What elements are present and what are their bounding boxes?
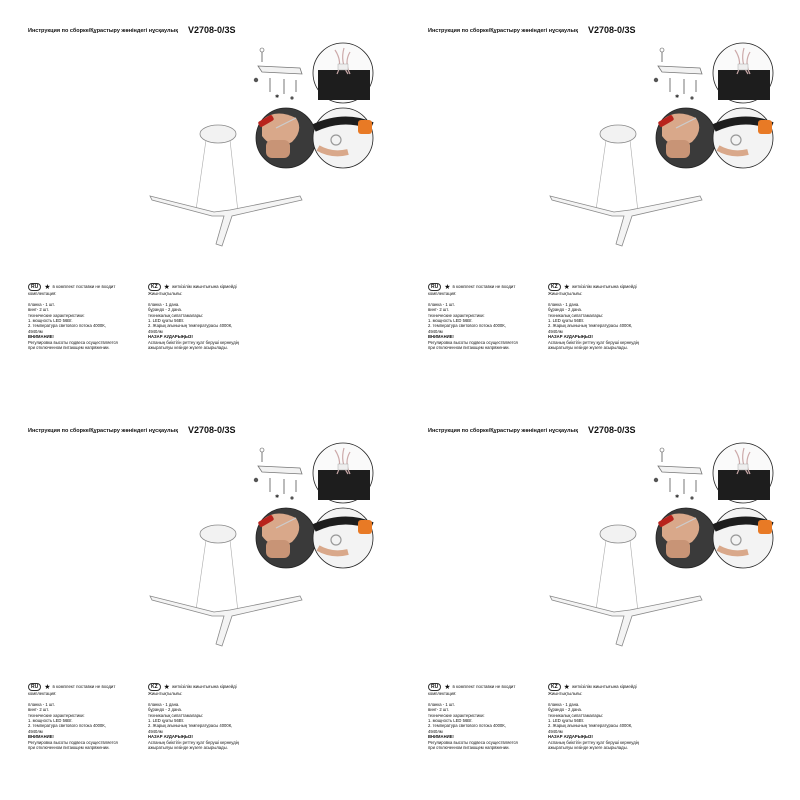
ru-text-line: ВНИМАНИЕ!: [428, 334, 454, 340]
ru-text-line: 4940лм: [428, 728, 443, 734]
kz-header-text: жеткізілім жиынтығына кірмейді: [571, 284, 637, 289]
photo-connection: [713, 108, 773, 168]
model-number: V2708-0/3S: [588, 25, 636, 35]
ru-header: [428, 283, 546, 291]
photo-wiring: [313, 443, 373, 503]
kz-text-line: Аспаның биіктігін реттеу қуат беруші кернеудің: [548, 739, 639, 745]
instruction-sheet: [400, 0, 800, 400]
kz-text-line: Жиынтықтылығы:: [548, 691, 583, 696]
photo-connection: [313, 108, 373, 168]
ru-text-line: 2. температура светового потока 4000К,: [428, 723, 506, 729]
ru-text-line: 1. мощность LED 56Вт.: [28, 318, 73, 324]
ru-text-line: 2. температура светового потока 4000К,: [28, 323, 106, 329]
ru-text-line: комплектация:: [428, 691, 457, 696]
ru-text-line: технические характеристики:: [28, 312, 85, 318]
ru-lines: [28, 291, 146, 350]
kz-text-line: 2. Жарық ағынының температурасы 4000К,: [548, 323, 633, 329]
kz-text-line: Жиынтықтылығы:: [148, 691, 183, 696]
kz-text-line: бұрандо - 2 дана.: [148, 307, 183, 313]
ru-header-text: в комплект поставки не входит: [452, 684, 516, 689]
kz-badge-icon: KZ: [148, 283, 161, 291]
model-number: V2708-0/3S: [188, 25, 236, 35]
photo-connection: [313, 508, 373, 568]
ru-text-line: ВНИМАНИЕ!: [28, 334, 54, 340]
kz-section: [148, 683, 266, 750]
star-icon: ★: [563, 284, 570, 291]
ru-text-line: Регулировка высоты подвеса осуществляется: [428, 339, 518, 345]
kz-text-line: 4940лм: [548, 328, 563, 334]
mounting-diagram: [654, 448, 702, 500]
kz-lines: [148, 291, 266, 350]
kz-text-line: НАЗАР АУДАРЫҢЫЗ!: [148, 734, 193, 740]
kz-text-line: Аспаның биіктігін реттеу қуат беруші кернеудің: [148, 339, 239, 345]
ru-lines: [428, 691, 546, 750]
kz-text-line: техникалық сипаттамалары:: [548, 312, 604, 318]
kz-text-line: 2. Жарық ағынының температурасы 4000К,: [148, 323, 233, 329]
kz-text-line: ажыратылуы кезінде жүзеге асырылады.: [148, 745, 228, 751]
kz-section: [548, 283, 666, 350]
ru-text-line: 2. температура светового потока 4000К,: [28, 723, 106, 729]
ru-lines: [428, 291, 546, 350]
ru-header-text: в комплект поставки не входит: [52, 284, 116, 289]
ru-text-line: винт- 2 шт.: [28, 307, 49, 313]
photo-wiring: [713, 443, 773, 503]
kz-text-line: планка - 1 дана.: [148, 301, 180, 307]
kz-text-line: 4940лм: [148, 728, 163, 734]
ru-text-line: комплектация:: [28, 291, 57, 296]
ru-text-line: винт- 2 шт.: [428, 307, 449, 313]
instruction-sheet: [0, 0, 400, 400]
kz-text-line: ажыратылуы кезінде жүзеге асырылады.: [148, 345, 228, 351]
kz-text-line: ажыратылуы кезінде жүзеге асырылады.: [548, 345, 628, 351]
sheet-title: Инструкция по сборке/Құрастыру жөніндегі нұсқаулық: [28, 28, 178, 34]
sheet-title: Инструкция по сборке/Құрастыру жөніндегі нұсқаулық: [428, 428, 578, 434]
ru-text-line: Регулировка высоты подвеса осуществляется: [28, 739, 118, 745]
ru-section: [428, 683, 546, 750]
ru-badge-icon: RU: [428, 683, 441, 691]
ru-text-line: планка - 1 шт.: [428, 301, 455, 307]
ru-header-text: в комплект поставки не входит: [52, 684, 116, 689]
kz-text-line: техникалық сипаттамалары:: [148, 312, 204, 318]
kz-header: [148, 283, 266, 291]
kz-text-line: 4940лм: [148, 328, 163, 334]
ru-header: [428, 683, 546, 691]
ru-text-line: планка - 1 шт.: [428, 701, 455, 707]
ru-text-line: планка - 1 шт.: [28, 301, 55, 307]
ru-header-text: в комплект поставки не входит: [452, 284, 516, 289]
photo-screwdriver: [256, 108, 316, 168]
star-icon: ★: [44, 684, 51, 691]
kz-header-text: жеткізілім жиынтығына кірмейді: [571, 684, 637, 689]
kz-text-line: ажыратылуы кезінде жүзеге асырылады.: [548, 745, 628, 751]
ru-lines: [28, 691, 146, 750]
ru-text-line: планка - 1 шт.: [28, 701, 55, 707]
ru-text-line: технические характеристики:: [428, 312, 485, 318]
photo-connection: [713, 508, 773, 568]
mounting-diagram: [254, 448, 302, 500]
kz-text-line: 4940лм: [548, 728, 563, 734]
kz-text-line: планка - 1 дана.: [548, 301, 580, 307]
svg-text:✱: ✱: [675, 94, 680, 100]
ru-text-line: Регулировка высоты подвеса осуществляется: [428, 739, 518, 745]
ru-text-line: 4940лм: [428, 328, 443, 334]
kz-header-text: жеткізілім жиынтығына кірмейді: [171, 684, 237, 689]
star-icon: ★: [163, 284, 170, 291]
kz-badge-icon: KZ: [548, 283, 561, 291]
ru-text-line: 1. мощность LED 56Вт.: [28, 718, 73, 724]
ru-text-line: 1. мощность LED 56Вт.: [428, 718, 473, 724]
ru-section: [428, 283, 546, 350]
photo-screwdriver: [656, 508, 716, 568]
ru-text-line: технические характеристики:: [428, 712, 485, 718]
ru-text-line: комплектация:: [28, 691, 57, 696]
kz-text-line: Жиынтықтылығы:: [148, 291, 183, 296]
ru-text-line: при отключенном питающем напряжении.: [428, 745, 510, 751]
ru-text-line: 4940лм: [28, 328, 43, 334]
ru-badge-icon: RU: [428, 283, 441, 291]
sheet-title: Инструкция по сборке/Құрастыру жөніндегі нұсқаулық: [28, 428, 178, 434]
svg-text:✱: ✱: [675, 494, 680, 500]
star-icon: ★: [444, 684, 451, 691]
photo-screwdriver: [656, 108, 716, 168]
kz-text-line: Жиынтықтылығы:: [548, 291, 583, 296]
kz-header: [548, 283, 666, 291]
ru-text-line: технические характеристики:: [28, 712, 85, 718]
kz-text-line: 2. Жарық ағынының температурасы 4000К,: [548, 723, 633, 729]
star-icon: ★: [563, 684, 570, 691]
ru-text-line: 1. мощность LED 56Вт.: [428, 318, 473, 324]
kz-text-line: 1. LED қуаты 56Вт.: [548, 318, 585, 324]
ru-header: [28, 683, 146, 691]
kz-text-line: бұрандо - 2 дана.: [148, 707, 183, 713]
kz-text-line: 1. LED қуаты 56Вт.: [548, 718, 585, 724]
kz-text-line: техникалық сипаттамалары:: [548, 712, 604, 718]
ru-text-line: ВНИМАНИЕ!: [28, 734, 54, 740]
star-icon: ★: [444, 284, 451, 291]
photo-wiring: [713, 43, 773, 103]
kz-text-line: бұрандо - 2 дана.: [548, 307, 583, 313]
star-icon: ★: [44, 284, 51, 291]
sheet-title: Инструкция по сборке/Құрастыру жөніндегі нұсқаулық: [428, 28, 578, 34]
ru-section: [28, 683, 146, 750]
kz-badge-icon: KZ: [148, 683, 161, 691]
ru-text-line: при отключенном питающем напряжении.: [428, 345, 510, 351]
kz-lines: [548, 291, 666, 350]
kz-text-line: НАЗАР АУДАРЫҢЫЗ!: [148, 334, 193, 340]
ru-badge-icon: RU: [28, 283, 41, 291]
kz-header: [548, 683, 666, 691]
ru-text-line: винт- 2 шт.: [28, 707, 49, 713]
mounting-diagram: [254, 48, 302, 100]
model-number: V2708-0/3S: [588, 425, 636, 435]
kz-text-line: техникалық сипаттамалары:: [148, 712, 204, 718]
ru-text-line: при отключенном питающем напряжении.: [28, 745, 110, 751]
instruction-sheet: [400, 400, 800, 800]
kz-text-line: бұрандо - 2 дана.: [548, 707, 583, 713]
kz-text-line: Аспаның биіктігін реттеу қуат беруші кернеудің: [148, 739, 239, 745]
svg-text:✱: ✱: [275, 494, 280, 500]
kz-lines: [148, 691, 266, 750]
kz-section: [148, 283, 266, 350]
mounting-diagram: [654, 48, 702, 100]
kz-header-text: жеткізілім жиынтығына кірмейді: [171, 284, 237, 289]
instruction-sheet: [0, 400, 400, 800]
kz-lines: [548, 691, 666, 750]
kz-header: [148, 683, 266, 691]
kz-badge-icon: KZ: [548, 683, 561, 691]
ru-text-line: ВНИМАНИЕ!: [428, 734, 454, 740]
ru-text-line: при отключенном питающем напряжении.: [28, 345, 110, 351]
ru-text-line: 4940лм: [28, 728, 43, 734]
kz-text-line: 1. LED қуаты 56Вт.: [148, 718, 185, 724]
kz-text-line: 1. LED қуаты 56Вт.: [148, 318, 185, 324]
ru-badge-icon: RU: [28, 683, 41, 691]
ru-section: [28, 283, 146, 350]
kz-text-line: планка - 1 дана.: [148, 701, 180, 707]
kz-section: [548, 683, 666, 750]
kz-text-line: Аспаның биіктігін реттеу қуат беруші кернеудің: [548, 339, 639, 345]
kz-text-line: 2. Жарық ағынының температурасы 4000К,: [148, 723, 233, 729]
kz-text-line: планка - 1 дана.: [548, 701, 580, 707]
svg-text:✱: ✱: [275, 94, 280, 100]
photo-wiring: [313, 43, 373, 103]
star-icon: ★: [163, 684, 170, 691]
kz-text-line: НАЗАР АУДАРЫҢЫЗ!: [548, 734, 593, 740]
ru-text-line: 2. температура светового потока 4000К,: [428, 323, 506, 329]
model-number: V2708-0/3S: [188, 425, 236, 435]
ru-header: [28, 283, 146, 291]
ru-text-line: Регулировка высоты подвеса осуществляется: [28, 339, 118, 345]
ru-text-line: комплектация:: [428, 291, 457, 296]
kz-text-line: НАЗАР АУДАРЫҢЫЗ!: [548, 334, 593, 340]
photo-screwdriver: [256, 508, 316, 568]
ru-text-line: винт- 2 шт.: [428, 707, 449, 713]
